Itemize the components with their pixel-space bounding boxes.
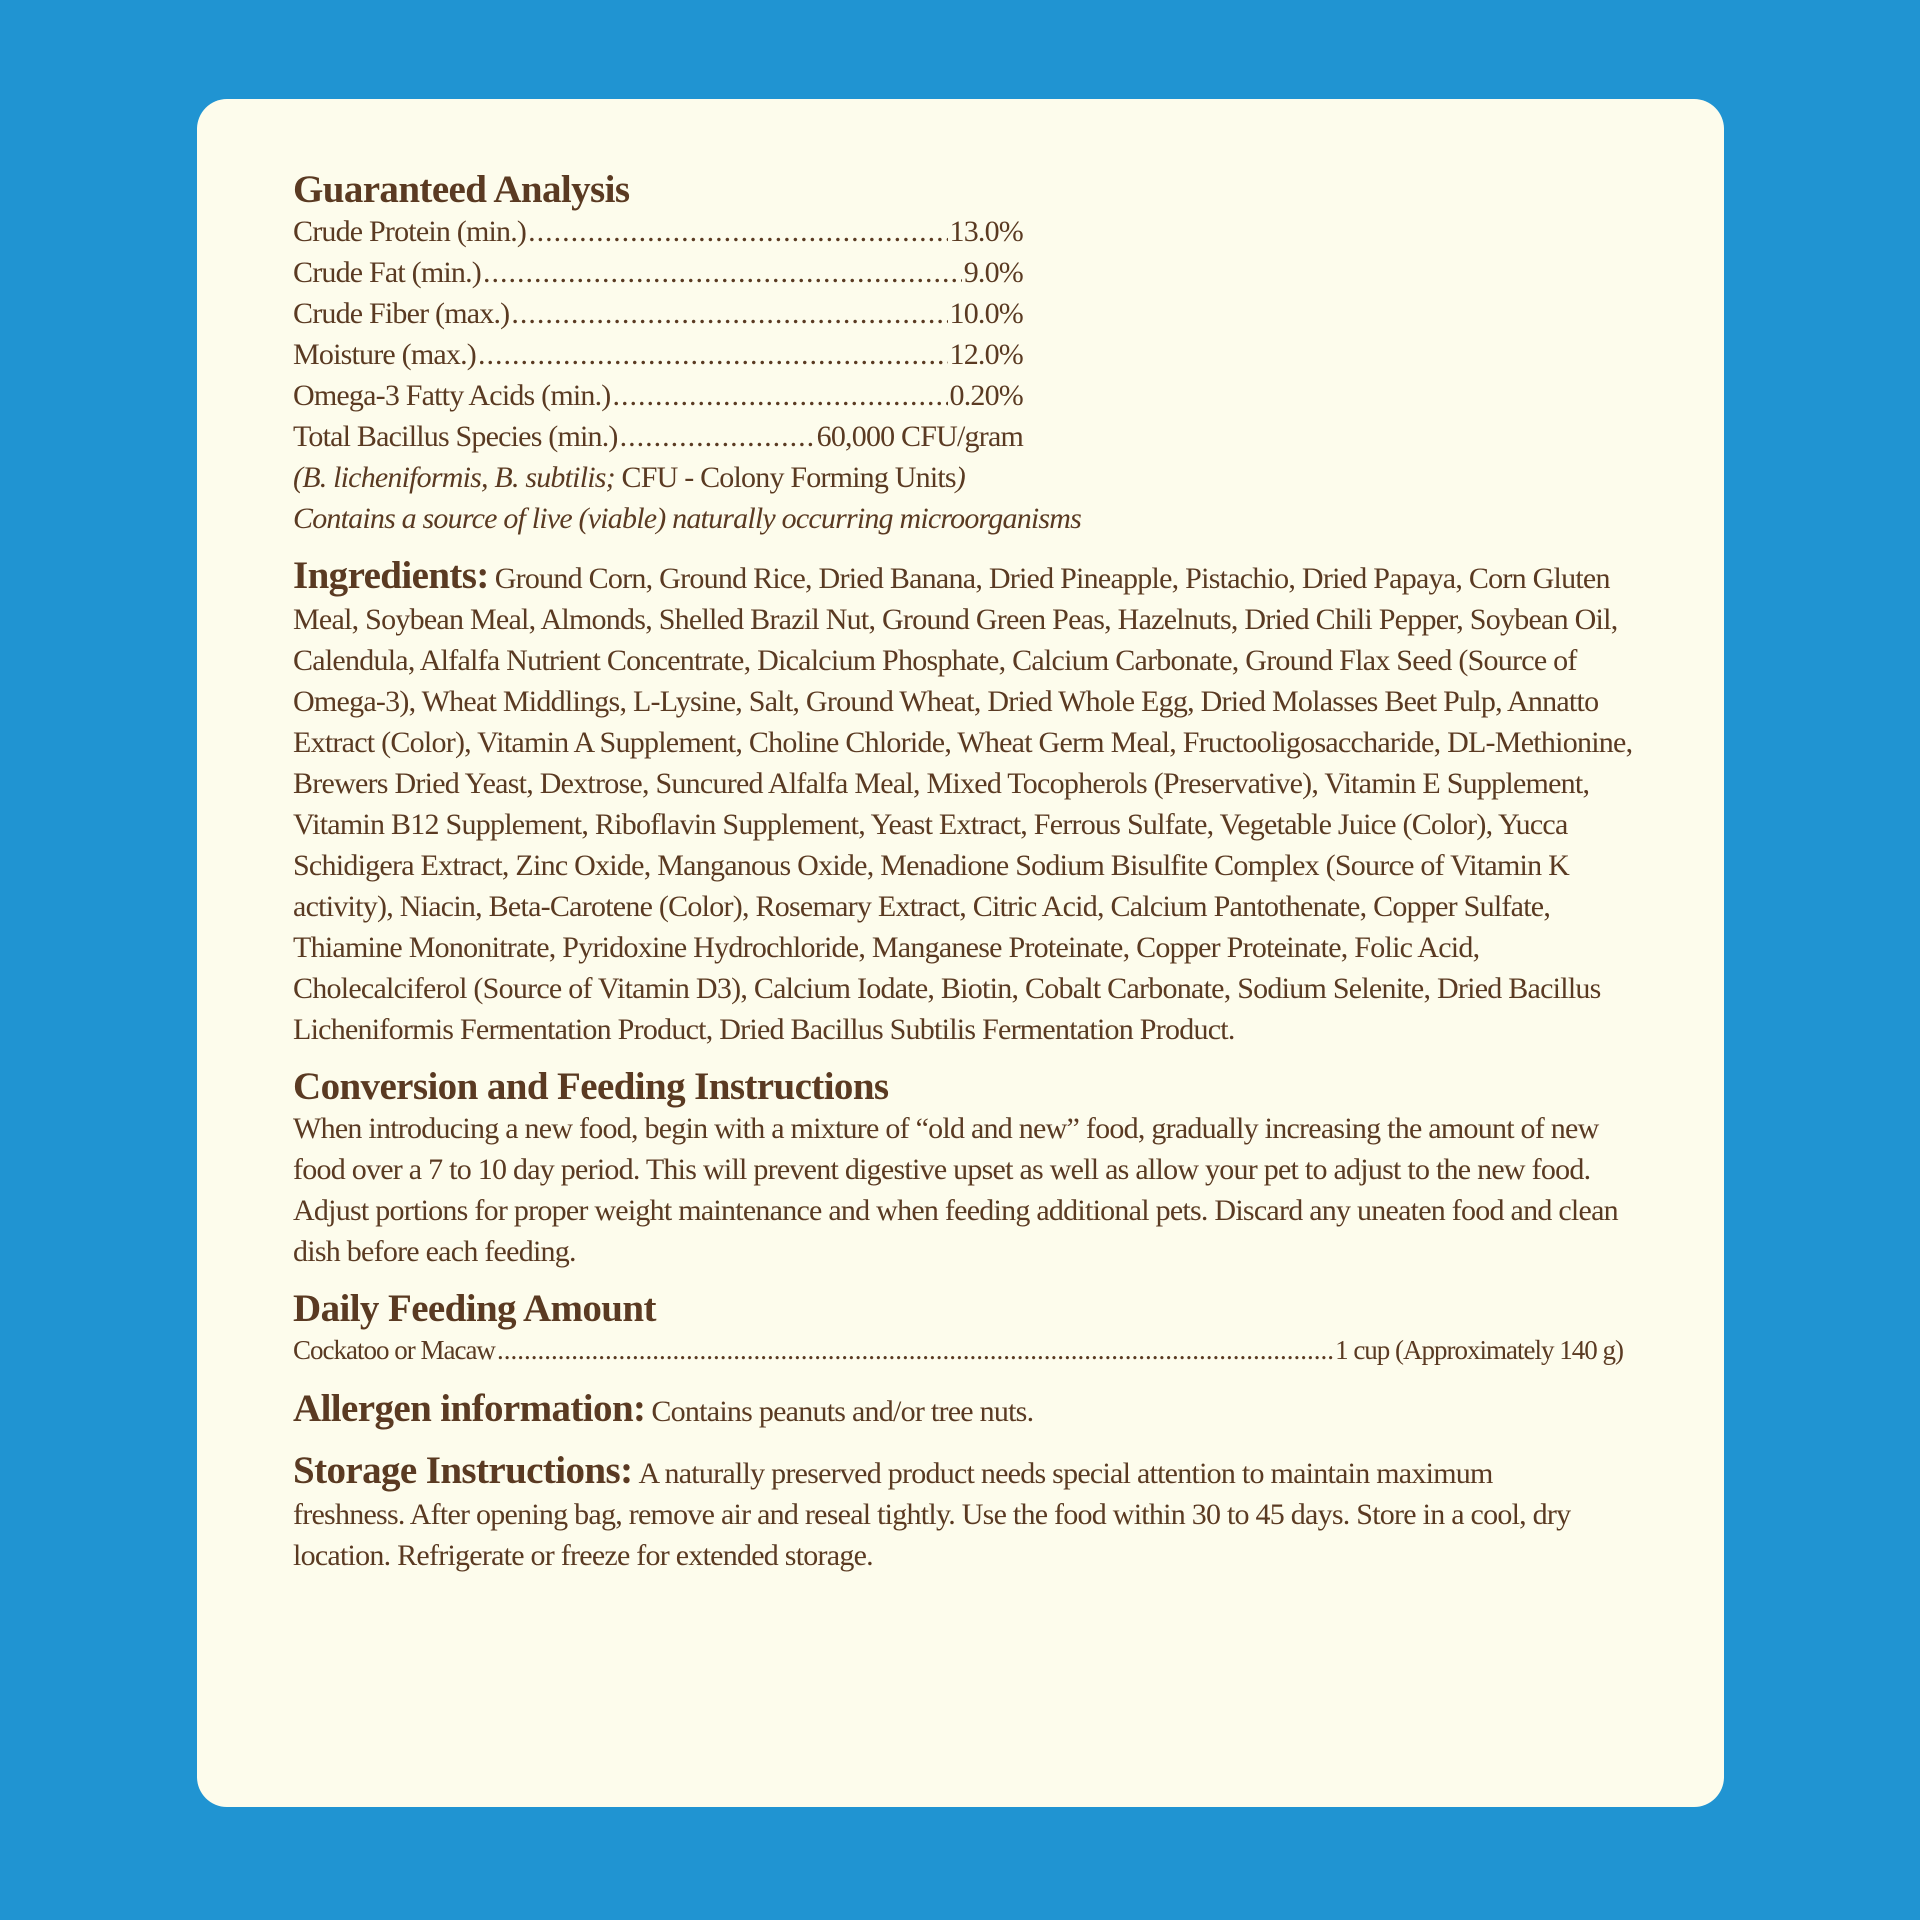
analysis-value: 12.0% <box>949 338 1023 371</box>
conversion-heading: Conversion and Feeding Instructions <box>293 1065 889 1108</box>
analysis-row <box>293 211 1023 252</box>
cfu-definition: CFU - Colony Forming Units <box>614 461 956 494</box>
storage-heading: Storage Instructions: <box>293 1449 633 1492</box>
ingredients-text: Ground Corn, Ground Rice, Dried Banana, Dried Pineapple, Pistachio, Dried Papaya, Corn Gluten Meal, Soybean Meal, Almonds, Shelled Brazil Nut, Ground Green Peas, Hazelnuts, Dried Chili Pepper, Soybean Oil, Calendula, Alfalfa Nutrient Concentrate, Dicalcium Phosphate, Calcium Carbonate, Ground Flax Seed (Source of Omega-3), Wheat Middlings, L-Lysine, Salt, Ground Wheat, Dried Whole Egg, Dried Molasses Beet Pulp, Annatto Extract (Color), Vitamin A Supplement, Choline Chloride, Wheat Germ Meal, Fructooligosaccharide, DL-Methionine, Brewers Dried Yeast, Dextrose, Suncured Alfalfa Meal, Mixed Tocopherols (Preservative), Vitamin E Supplement, Vitamin B12 Supplement, Riboflavin Supplement, Yeast Extract, Ferrous Sulfate, Vegetable Juice (Color), Yucca Schidigera Extract, Zinc Oxide, Manganous Oxide, Menadione Sodium Bisulfite Complex (Source of Vitamin K activity), Niacin, Beta-Carotene (Color), Rosemary Extract, Citric Acid, Calcium Pantothenate, Copper Sulfate, Thiamine Mononitrate, Pyridoxine Hydrochloride, Manganese Proteinate, Copper Proteinate, Folic Acid, Cholecalciferol (Source of Vitamin D3), Calcium Iodate, Biotin, Cobalt Carbonate, Sodium Selenite, Dried Bacillus Licheniformis Fermentation Product, Dried Bacillus Subtilis Fermentation Product. <box>293 562 1633 1046</box>
analysis-label: Crude Fiber (max.) <box>293 297 510 330</box>
daily-feeding-heading: Daily Feeding Amount <box>293 1287 656 1330</box>
analysis-label: Moisture (max.) <box>293 338 476 371</box>
conversion-text: When introducing a new food, begin with a mixture of “old and new” food, gradually increasing the amount of new food over a 7 to 10 day period. This will prevent digestive upset as well as allow your pet to adjust to the new food. Adjust portions for proper weight maintenance and when feeding additional pets. Discard any uneaten food and clean dish before each feeding. <box>293 1112 1618 1268</box>
analysis-label: Crude Protein (min.) <box>293 215 527 248</box>
analysis-row <box>293 293 1023 334</box>
live-microorganisms-text: Contains a source of live (viable) naturally occurring microorganisms <box>293 502 1082 535</box>
guaranteed-analysis-table <box>293 211 1023 457</box>
allergen-text: Contains peanuts and/or tree nuts. <box>651 1395 1034 1428</box>
dot-leader <box>612 375 947 416</box>
analysis-value: 60,000 CFU/gram <box>816 420 1023 453</box>
guaranteed-analysis-section <box>293 169 1633 539</box>
feeding-amount: 1 cup (Approximately 140 g) <box>1335 1335 1623 1365</box>
dot-leader <box>528 211 947 252</box>
label-content <box>293 169 1633 1576</box>
analysis-value: 13.0% <box>949 215 1023 248</box>
analysis-row <box>293 334 1023 375</box>
allergen-heading: Allergen information: <box>293 1387 646 1430</box>
dot-leader <box>497 1330 1333 1370</box>
analysis-label: Omega-3 Fatty Acids (min.) <box>293 379 611 412</box>
ingredients-heading: Ingredients: <box>293 554 489 597</box>
note-close-paren: ) <box>955 461 965 494</box>
label-card <box>197 99 1724 1807</box>
storage-text: A naturally preserved product needs special attention to maintain maximum freshness. After opening bag, remove air and reseal tightly. Use the food within 30 to 45 days. Store in a cool, dry location. Refrigerate or freeze for extended storage. <box>293 1457 1571 1572</box>
allergen-section <box>293 1388 1633 1432</box>
bacillus-species-note <box>293 457 1633 498</box>
species-names: (B. licheniformis, B. subtilis; <box>293 461 615 494</box>
analysis-row <box>293 252 1023 293</box>
analysis-value: 0.20% <box>949 379 1023 412</box>
live-microorganisms-note <box>293 498 1633 539</box>
analysis-row <box>293 416 1023 457</box>
dot-leader <box>511 293 947 334</box>
storage-section <box>293 1450 1593 1576</box>
analysis-label: Crude Fat (min.) <box>293 256 482 289</box>
dot-leader <box>478 334 948 375</box>
feeding-row <box>293 1330 1623 1370</box>
guaranteed-analysis-heading: Guaranteed Analysis <box>293 168 630 211</box>
dot-leader <box>483 252 962 293</box>
feeding-bird-type: Cockatoo or Macaw <box>293 1335 495 1365</box>
analysis-value: 9.0% <box>963 256 1023 289</box>
dot-leader <box>620 416 815 457</box>
ingredients-section <box>293 555 1633 1050</box>
analysis-row <box>293 375 1023 416</box>
analysis-label: Total Bacillus Species (min.) <box>293 420 618 453</box>
conversion-section <box>293 1066 1633 1272</box>
analysis-value: 10.0% <box>949 297 1023 330</box>
daily-feeding-section <box>293 1288 1633 1370</box>
